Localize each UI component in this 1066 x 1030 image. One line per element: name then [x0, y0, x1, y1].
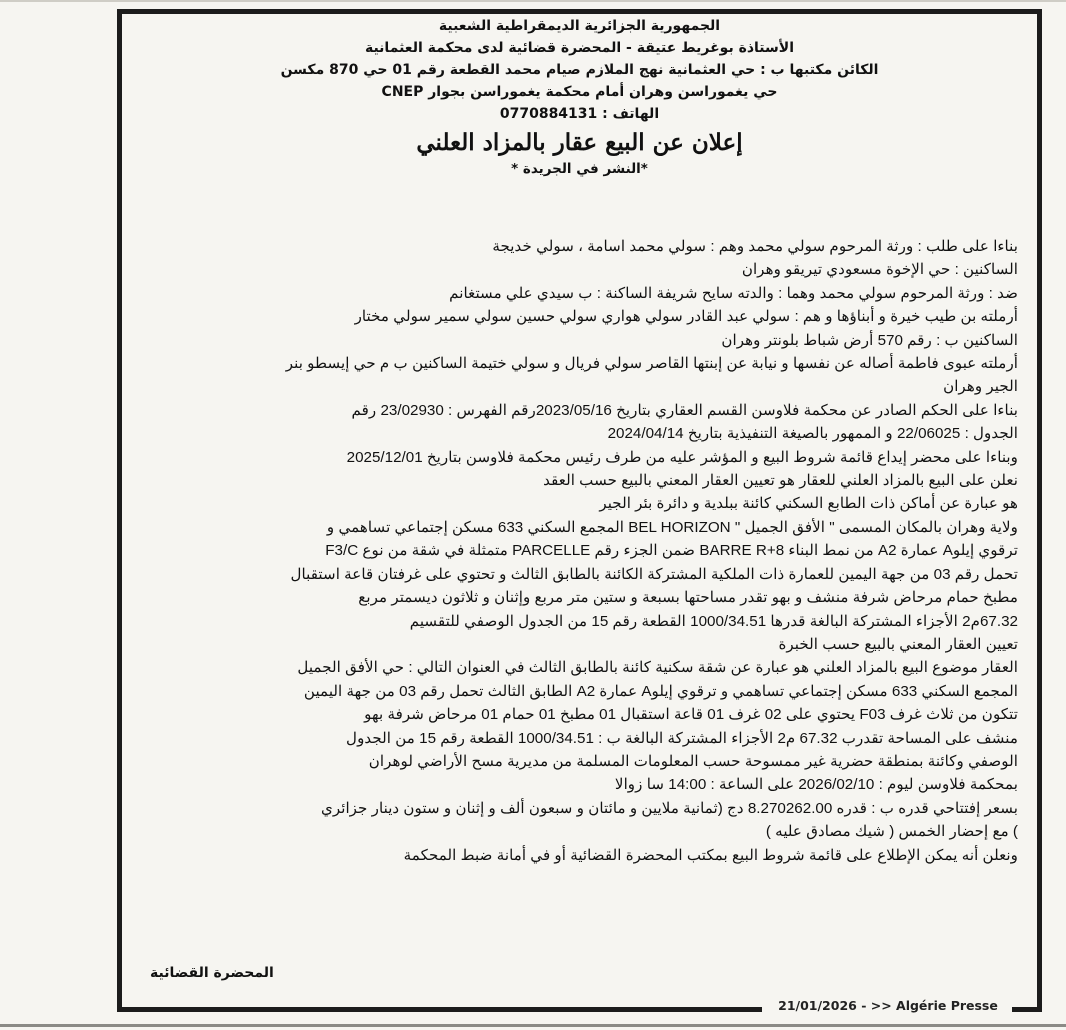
office-phone: الهاتف : 0770884131	[499, 106, 660, 122]
announcement-header	[122, 15, 1037, 179]
body-line: تتكون من ثلاث غرف F03 يحتوي على 02 غرف 01 قاعة استقبال 01 مطبخ 01 حمام 01 مرحاض شرفة بهو	[364, 706, 1018, 724]
frame-bottom-rule-left	[117, 1007, 762, 1012]
body-line: نعلن على البيع بالمزاد العلني للعقار هو تعيين العقار المعني بالبيع حسب العقد	[543, 472, 1018, 490]
body-line: العقار موضوع البيع بالمزاد العلني هو عبارة عن شقة سكنية كائنة بالطابق الثالث في العنوان التالي : حي الأفق الجميل	[297, 659, 1018, 677]
bottom-rule	[0, 1024, 1066, 1027]
body-line: الجدول : 22/06025 و الممهور بالصيغة التنفيذية بتاريخ 2024/04/14	[607, 425, 1018, 443]
body-line: منشف على المساحة تقدرب 67.32 م2 الأجزاء المشتركة البالغة ب : 1000/34.51 القطعة رقم 15 من الجدول	[346, 729, 1018, 747]
body-line: أرملته بن طيب خيرة و أبناؤها و هم : سولي عبد القادر سولي هواري سولي حسين سولي سمير سولي مختار	[354, 308, 1018, 326]
body-line: ونعلن أنه يمكن الإطلاع على قائمة شروط البيع بمكتب المحضرة القضائية أو في أمانة ضبط المحكمة	[403, 846, 1018, 864]
body-line: 67.32م2 الأجزاء المشتركة البالغة قدرها 1000/34.51 القطعة رقم 15 من الجدول الوصفي للتقسيم	[409, 612, 1018, 630]
body-line: ضد : ورثة المرحوم سولي محمد وهما : والدته سايح شريفة الساكنة : ب سيدي علي مستغانم	[449, 284, 1018, 302]
body-line: تعيين العقار المعني بالبيع حسب الخبرة	[778, 635, 1018, 653]
body-line: تحمل رقم 03 من جهة اليمين للعمارة ذات الملكية المشتركة الكائنة بالطابق الثالث و تحتوي على غرفتان قاعة استقبال	[290, 565, 1018, 583]
office-address-line-1: الكائن مكتبها ب : حي العثمانية نهج الملازم صيام محمد القطعة رقم 01 حي 870 مكسن	[280, 62, 879, 78]
top-rule	[0, 0, 1066, 2]
source-credit: 21/01/2026 - >> Algérie Presse	[778, 998, 998, 1013]
body-line: الوصفي وكائنة بمنطقة حضرية غير ممسوحة حسب المعلومات المسلمة من مديرية مسح الأراضي لوهران	[368, 752, 1018, 770]
body-line: ولاية وهران بالمكان المسمى " الأفق الجميل " BEL HORIZON المجمع السكني 633 مسكن إجتماعي تساهمي و	[326, 518, 1018, 536]
body-line: بسعر إفتتاحي قدره ب : قدره 8.270262.00 دج (ثمانية ملايين و مائتان و سبعون ألف و إثنان و ستون دينار جزائري	[320, 799, 1018, 817]
body-line: أرملته عبوى فاطمة أصاله عن نفسها و نيابة عن إبنتها القاصر سولي فريال و سولي ختيمة الساكنين ب م حي إيسطو بنر	[285, 355, 1018, 373]
frame-bottom-rule-right	[1012, 1007, 1042, 1012]
body-line: المجمع السكني 633 مسكن إجتماعي تساهمي و ترقوي إيلوA عمارة A2 الطابق الثالث تحمل رقم 03 من جهة اليمين	[303, 682, 1018, 700]
announcement-title: إعلان عن البيع عقار بالمزاد العلني	[416, 129, 743, 156]
body-line: وبناءا على محضر إيداع قائمة شروط البيع و المؤشر عليه من طرف رئيس محكمة فلاوسن بتاريخ 2025/12/01	[346, 448, 1018, 466]
office-address-line-2: حي يغموراسن وهران أمام محكمة يغموراسن بجوار CNEP	[381, 84, 778, 100]
body-line: الساكنين : حي الإخوة مسعودي تيريقو وهران	[741, 261, 1018, 279]
body-line: ترقوي إيلوA عمارة A2 من نمط البناء BARRE R+8 ضمن الجزء رقم PARCELLE متمثلة في شقة من نوع F3/C	[325, 542, 1018, 560]
announcement-body	[146, 235, 1018, 867]
body-line: بناءا على الحكم الصادر عن محكمة فلاوسن القسم العقاري بتاريخ 2023/05/16رقم الفهرس : 23/02930 رقم	[351, 401, 1018, 419]
bailiff-name: الأستاذة بوغريط عتيقة - المحضرة قضائية لدى محكمة العثمانية	[364, 40, 795, 56]
body-line: الساكنين ب : رقم 570 أرض شباط بلونتر وهران	[721, 331, 1018, 349]
body-line: هو عبارة عن أماكن ذات الطابع السكني كائنة ببلدية و دائرة بئر الجير	[599, 495, 1018, 513]
republic-name: الجمهورية الجزائرية الديمقراطية الشعبية	[438, 18, 721, 34]
body-line: بمحكمة فلاوسن ليوم : 2026/02/10 على الساعة : 14:00 سا زوالا	[614, 776, 1018, 794]
body-line: مطبخ حمام مرحاض شرفة منشف و بهو تقدر مساحتها بسبعة و ستين متر مربع وإثنان و ثلاثون ديسمتر مربع	[358, 589, 1018, 607]
body-line: الجير وهران	[943, 378, 1018, 396]
signature: المحضرة القضائية	[150, 965, 274, 981]
announcement-subtitle: *النشر في الجريدة *	[511, 161, 648, 177]
body-line: ) مع إحضار الخمس ( شيك مصادق عليه )	[765, 823, 1018, 841]
body-line: بناءا على طلب : ورثة المرحوم سولي محمد وهم : سولي محمد اسامة ، سولي خديجة	[492, 238, 1018, 255]
